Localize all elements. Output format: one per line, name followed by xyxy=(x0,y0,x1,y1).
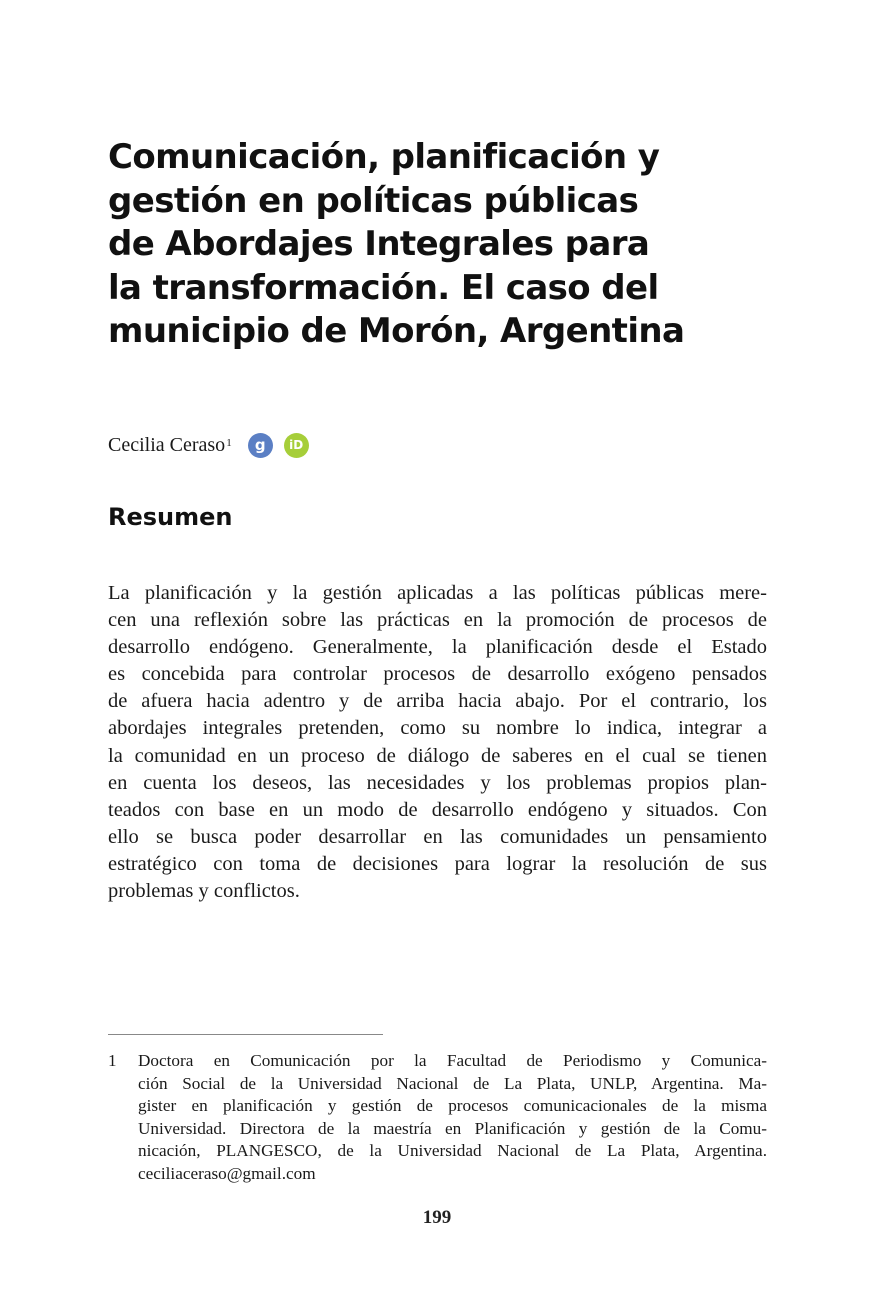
abstract-line: teados con base en un modo de desarrollo endógeno y situados. Con xyxy=(108,798,767,821)
title-line: gestión en políticas públicas xyxy=(108,180,639,221)
title-line: Comunicación, planificación y xyxy=(108,137,660,177)
footnote-line: Doctora en Comunicación por la Facultad de Periodismo y Comunica- xyxy=(138,1051,767,1070)
author-footnote-ref[interactable]: 1 xyxy=(226,437,232,449)
footnote-email-link[interactable]: ceciliaceraso@gmail.com xyxy=(138,1163,316,1183)
title-line: municipio de Morón, Argentina xyxy=(108,311,685,351)
title-line: de Abordajes Integrales para xyxy=(108,224,650,264)
abstract-line: desarrollo endógeno. Generalmente, la planificación desde el Estado xyxy=(108,636,767,659)
google-scholar-icon[interactable]: g xyxy=(248,433,273,458)
abstract-line: la comunidad en un proceso de diálogo de saberes en el cual se tienen xyxy=(108,744,767,767)
abstract-line: ello se busca poder desarrollar en las comunidades un pensamiento xyxy=(108,825,767,848)
article-title xyxy=(108,136,768,354)
abstract-line: abordajes integrales pretenden, como su nombre lo indica, integrar a xyxy=(108,717,767,740)
abstract-line: La planificación y la gestión aplicadas a las políticas públicas mere- xyxy=(108,582,767,604)
footnote-line: nicación, PLANGESCO, de la Universidad Nacional de La Plata, Argentina. xyxy=(138,1141,767,1161)
footnote-line: ción Social de la Universidad Nacional de La Plata, UNLP, Argentina. Ma- xyxy=(138,1073,767,1093)
footnote-body xyxy=(138,1050,767,1186)
page-number: 199 xyxy=(422,1207,452,1228)
abstract-line: es concebida para controlar procesos de desarrollo exógeno pensados xyxy=(108,663,767,686)
title-line: la transformación. El caso del xyxy=(108,267,659,308)
footnote-line: gister en planificación y gestión de procesos comunicacionales de la misma xyxy=(138,1096,767,1116)
orcid-icon[interactable]: iD xyxy=(284,433,309,458)
abstract-line: cen una reflexión sobre las prácticas en la promoción de procesos de xyxy=(108,609,767,632)
footnote-line: Universidad. Directora de la maestría en Planificación y gestión de la Comu- xyxy=(138,1118,767,1138)
footnote xyxy=(108,1050,767,1186)
abstract-paragraph xyxy=(108,580,767,905)
author-row xyxy=(108,430,309,460)
abstract-line: de afuera hacia adentro y de arriba hacia abajo. Por el contrario, los xyxy=(108,690,767,713)
abstract-line: estratégico con toma de decisiones para lograr la resolución de sus xyxy=(108,852,767,875)
footnote-divider xyxy=(108,1034,383,1035)
footnote-number: 1 xyxy=(108,1051,117,1070)
abstract-line: problemas y conflictos. xyxy=(108,880,300,903)
abstract-line: en cuenta los deseos, las necesidades y los problemas propios plan- xyxy=(108,771,767,794)
section-heading-resumen: Resumen xyxy=(108,503,233,531)
author-name: Cecilia Ceraso xyxy=(108,433,226,456)
